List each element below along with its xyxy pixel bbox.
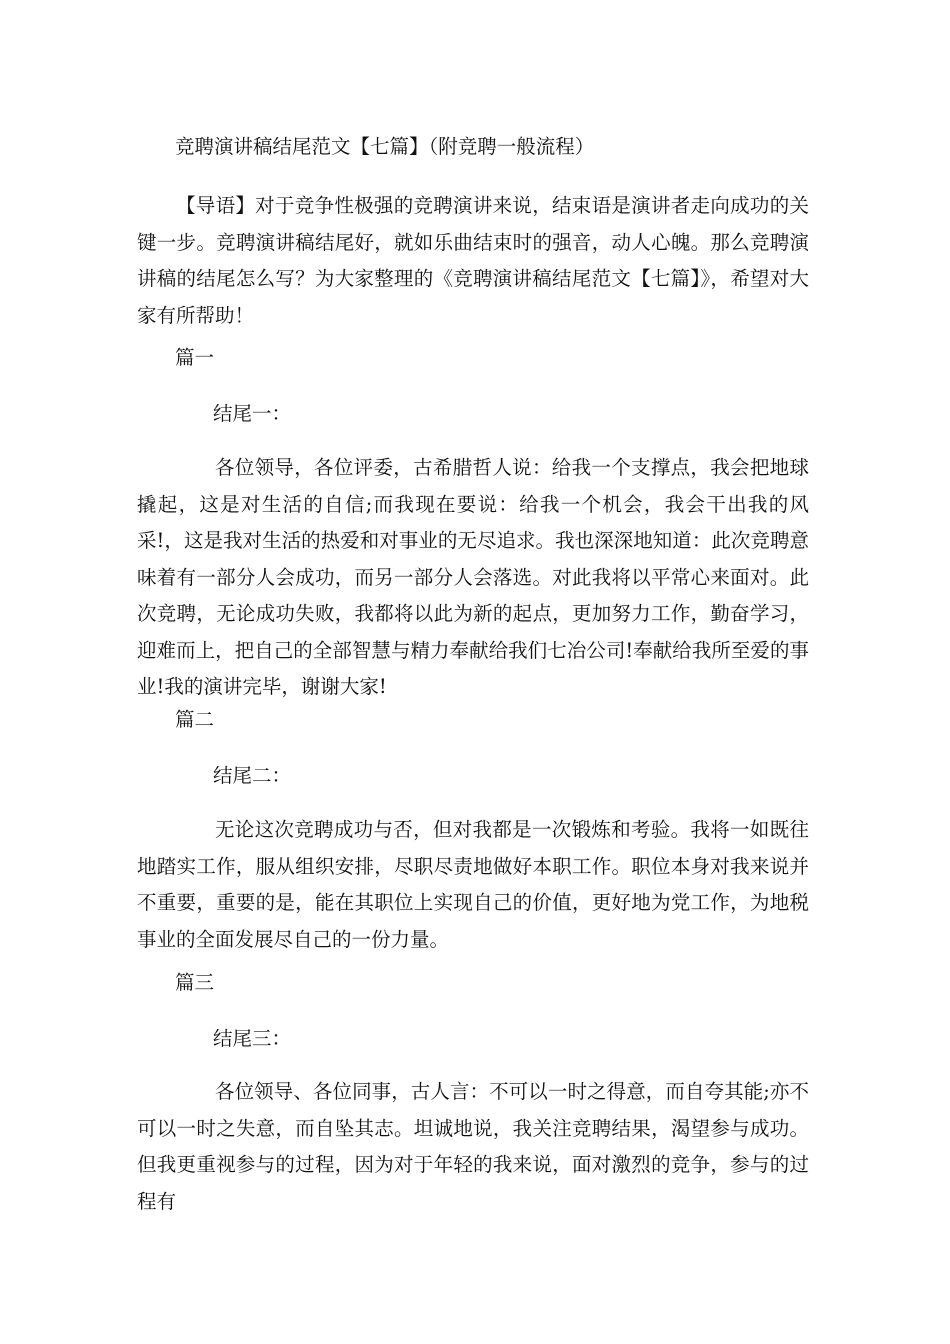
- section-subheading-2: 结尾二：: [213, 764, 292, 787]
- section-body-2: 无论这次竞聘成功与否，但对我都是一次锻炼和考验。我将一如既往地踏实工作，服从组织安排，尽职尽责地做好本职工作。职位本身对我来说并不重要，重要的是，能在其职位上实现自己的价值，更好地为党工作，为地税事业的全面发展尽自己的一份力量。: [137, 818, 809, 951]
- section-heading-3: 篇三: [175, 971, 215, 994]
- section-body-1: 各位领导，各位评委，古希腊哲人说：给我一个支撑点，我会把地球撬起，这是对生活的自信;而我现在要说：给我一个机会，我会干出我的风采!，这是我对生活的热爱和对事业的无尽追求。我也深深地知道：此次竞聘意味着有一部分人会成功，而另一部分人会落选。对此我将以平常心来面对。此次竞聘，无论成功失败，我都将以此为新的起点，更加努力工作，勤奋学习，迎难而上，把自己的全部智慧与精力奉献给我们七冶公司!奉献给我所至爱的事业!我的演讲完毕，谢谢大家!: [137, 456, 809, 698]
- section-heading-1: 篇一: [175, 346, 215, 369]
- intro-paragraph: 【导语】对于竞争性极强的竞聘演讲来说，结束语是演讲者走向成功的关键一步。竞聘演讲稿结尾好，就如乐曲结束时的强音，动人心魄。那么竞聘演讲稿的结尾怎么写？为大家整理的《竞聘演讲稿结尾范文【七篇】》，希望对大家有所帮助！: [137, 194, 809, 327]
- section-body-3: 各位领导、各位同事，古人言：不可以一时之得意，而自夸其能;亦不可以一时之失意，而自坠其志。坦诚地说，我关注竞聘结果，渴望参与成功。但我更重视参与的过程，因为对于年轻的我来说，面对激烈的竞争，参与的过程有: [137, 1080, 809, 1213]
- document-title: 竞聘演讲稿结尾范文【七篇】（附竞聘一般流程）: [175, 135, 595, 158]
- section-subheading-3: 结尾三：: [213, 1027, 292, 1050]
- section-heading-2: 篇二: [175, 708, 215, 731]
- section-subheading-1: 结尾一：: [213, 402, 292, 425]
